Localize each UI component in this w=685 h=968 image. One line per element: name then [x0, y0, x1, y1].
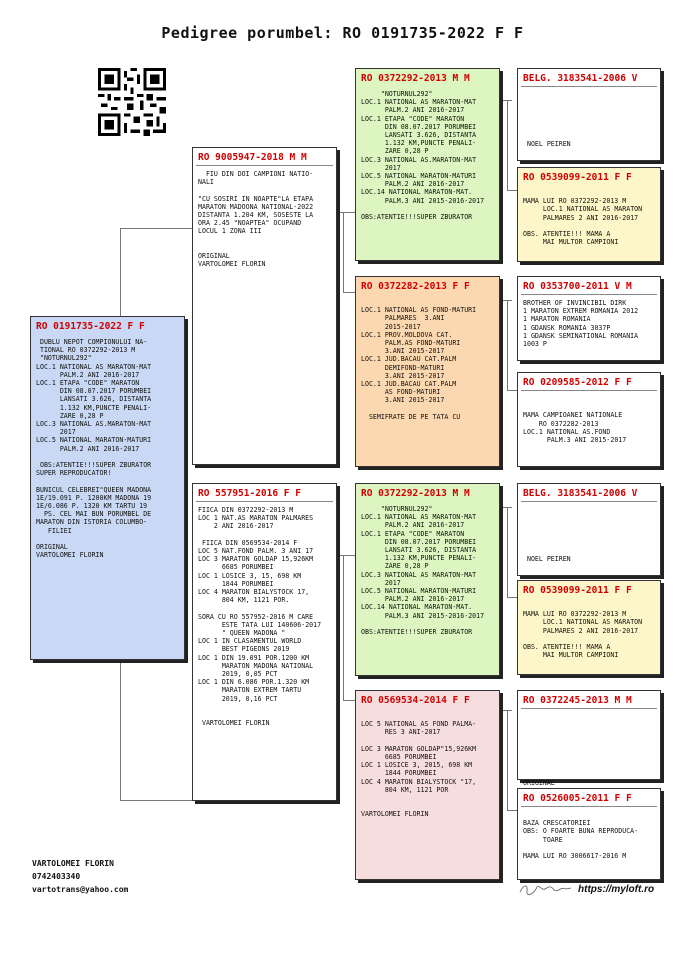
connector-line	[500, 300, 512, 301]
pigeon-notes: "NOTURNUL292" LOC.1 NATIONAL AS MARATON-MAT PALM.2 ANI 2016-2017 LOC.1 ETAPA "CODE" MARATON DIN 08.07.2017 PORUMBEI LANSATI 3.626, DISTANTA 1.132 KM,PUNCTE PENALI- ZARE 0,28 P LOC.3 NATIONAL AS.MARATON-MAT 2017 LOC.5 NATIONAL MARATON-MATURI PALM.2 ANI 2016-2017 LOC.14 NATIONAL MARATON-MAT. PALM.3 ANI 2015-2016-2017 OBS:ATENTIE!!!SUPER ZBURATOR	[361, 90, 485, 222]
pigeon-notes: NOEL PEIREN	[526, 555, 571, 564]
connector-line	[120, 228, 121, 316]
ring-number: RO 0209585-2012 F F	[523, 377, 632, 388]
pigeon-notes: LOC.1 NATIONAL AS FOND-MATURI PALMARES 3.ANI 2015-2017 LOC.1 PROV.MOLDOVA CAT. PALM.AS FOND-MATURI 3.ANI 2015-2017 LOC.1 JUD.BACAU CAT.PALM DEMIFOND-MATURI 3.ANI 2015-2017 LOC.1 JUD.BACAU CAT.PALM AS FOND-MATURI 3.ANI 2015-2017 SEMIFRATE DE PE TATA CU	[361, 306, 477, 421]
website-link[interactable]: https://myloft.ro	[578, 884, 655, 895]
subject-pigeon-card	[30, 316, 185, 660]
pigeon-notes: FIU DIN DOI CAMPIONI NATIO- NALI "CU SOSIRI IN NOAPTE"LA ETAPA MARATON MADOONA NATIONAL-2022 DISTANTA 1.204 KM, SOSESTE LA ORA 2.45 "NOAPTEA" OCUPAND LOCUL 1 ZONA III ORIGINAL VARTOLOMEI FLORIN	[198, 170, 314, 269]
sss-card	[517, 68, 661, 161]
connector-line	[507, 190, 517, 191]
pigeon-notes: MAMA CAMPIOANEI NATIONALE RO 0372282-2013 LOC.1 NATIONAL AS.FOND PALM.3 ANI 2015-2017	[523, 411, 627, 445]
connector-line	[337, 555, 355, 556]
ddd-card	[517, 788, 661, 880]
breeder-phone: 0742403340	[32, 872, 81, 881]
connector-line	[120, 660, 121, 800]
ring-number: RO 0191735-2022 F F	[36, 321, 145, 332]
ring-number: RO 0372292-2013 M M	[361, 73, 470, 84]
sds-card	[517, 276, 661, 361]
connector-line	[507, 300, 508, 390]
ring-number: RO 0569534-2014 F F	[361, 695, 470, 706]
dam-dam-card	[355, 690, 500, 880]
pigeon-notes: MAMA LUI RO 0372292-2013 M LOC.1 NATIONAL AS MARATON PALMARES 2 ANI 2016-2017 OBS. ATENTIE!!! MAMA A MAI MULTOR CAMPIONI	[523, 197, 643, 247]
pigeon-notes: ORIGINAL	[523, 778, 555, 787]
pigeon-notes: FIICA DIN 0372292-2013 M LOC 1 NAT.AS MARATON PALMARES 2 ANI 2016-2017 FIICA DIN 0569534-2014 F LOC 5 NAT.FOND PALM. 3 ANI 17 LOC 3 MARATON GOLDAP 15,926KM 6685 PORUMBEI LOC 1 LOSICE 3, 15, 698 KM 1844 PORUMBEI LOC 4 MARATON BIALYSTOCK 17, 804 KM, 1121 POR. SORA CU RO 557952-2016 M CARE ESTE TATA LUI 140606-2017 " QUEEN MADONA " LOC 1 IN CLASAMENTUL WORLD BEST PIGEONS 2019 LOC 1 DIN 19.091 POR.1200 KM MARATON MADONA NATIONAL 2019, 0,05 PCT LOC 1 DIN 6.086 POR.1.320 KM MARATON EXTREM TARTU 2019, 0,16 PCT VARTOLOMEI FLORIN	[198, 506, 322, 728]
sdd-card	[517, 372, 661, 467]
ring-number: RO 0372245-2013 M M	[523, 695, 632, 706]
connector-line	[343, 555, 344, 700]
ring-number: RO 0372292-2013 M M	[361, 488, 470, 499]
connector-line	[507, 710, 508, 810]
connector-line	[507, 507, 508, 597]
ring-number: RO 557951-2016 F F	[198, 488, 301, 499]
pigeon-notes: "NOTURNUL292" LOC.1 NATIONAL AS MARATON-MAT PALM.2 ANI 2016-2017 LOC.1 ETAPA "CODE" MARATON DIN 08.07.2017 PORUMBEI LANSATI 3.626, DISTANTA 1.132 KM,PUNCTE PENALI- ZARE 0,28 P LOC.3 NATIONAL AS MARATON-MAT 2017 LOC.5 NATIONAL MARATON-MATURI PALM.2 ANI 2016-2017 LOC.14 NATIONAL MARATON-MAT. PALM.3 ANI 2015-2016-2017 OBS:ATENTIE!!!SUPER ZBURATOR	[361, 505, 485, 637]
sire-dam-card	[355, 276, 500, 467]
connector-line	[120, 800, 192, 801]
ring-number: RO 0539099-2011 F F	[523, 172, 632, 183]
pigeon-notes: BROTHER OF INVINCIBIL DIRK 1 MARATON EXTREM ROMANIA 2012 1 MARATON ROMANIA 1 GDANSK ROMANIA 3037P 1 GDANSK SEMINATIONAL ROMANIA 1003 P	[523, 299, 639, 349]
breeder-name: VARTOLOMEI FLORIN	[32, 859, 114, 868]
signature-icon	[518, 882, 573, 896]
ring-number: RO 0372282-2013 F F	[361, 281, 470, 292]
sire-sire-card	[355, 68, 500, 261]
pigeon-notes: BAZA CRESCATORIEI OBS: O FOARTE BUNA REPRODUCA- TOARE MAMA LUI RO 3006617-2016 M	[523, 819, 639, 861]
breeder-email: vartotrans@yahoo.com	[32, 885, 129, 894]
ring-number: RO 9005947-2018 M M	[198, 152, 307, 163]
breeder-contact	[32, 857, 128, 896]
dds-card	[517, 690, 661, 787]
connector-line	[500, 507, 512, 508]
connector-line	[343, 292, 355, 293]
dam-sire-card	[355, 483, 500, 676]
dss-card	[517, 483, 661, 576]
connector-line	[500, 710, 512, 711]
pigeon-notes: MAMA LUI RO 0372292-2013 M LOC.1 NATIONAL AS MARATON PALMARES 2 ANI 2016-2017 OBS. ATENTIE!!! MAMA A MAI MULTOR CAMPIONI	[523, 610, 643, 660]
page-title: Pedigree porumbel: RO 0191735-2022 F F	[161, 24, 524, 42]
ring-number: RO 0539099-2011 F F	[523, 585, 632, 596]
connector-line	[507, 810, 517, 811]
pigeon-notes: LOC 5 NATIONAL AS FOND PALMA- RES 3 ANI-2017 LOC 3 MARATON GOLDAP"15,926KM 6685 PORUMBEI LOC 1 LOSICE 3, 2015, 698 KM 1844 PORUMBEI LOC 4 MARATON BIALYSTOCK "17, 804 KM, 1121 POR VARTOLOMEI FLORIN	[361, 720, 477, 819]
ring-number: RO 0526005-2011 F F	[523, 793, 632, 804]
ring-number: RO 0353700-2011 V M	[523, 281, 632, 292]
connector-line	[120, 228, 192, 229]
connector-line	[507, 597, 517, 598]
pigeon-notes: NOEL PEIREN	[526, 140, 571, 149]
ssd-card	[517, 167, 661, 262]
connector-line	[337, 212, 355, 213]
dam-card	[192, 483, 337, 801]
connector-line	[500, 100, 512, 101]
dsd-card	[517, 580, 661, 675]
pigeon-notes: DUBLU NEPOT COMPIONULUI NA- TIONAL RO 0372292-2013 M "NOTURNUL292" LOC.1 NATIONAL AS MARATON-MAT PALM.2 ANI 2016-2017 LOC.1 ETAPA "CODE" MARATON DIN 08.07.2017 PORUMBEI LANSATI 3.626, DISTANTA 1.132 KM,PUNCTE PENALI- ZARE 0,28 P LOC.3 NATIONAL AS.MARATON-MAT 2017 LOC.5 NATIONAL MARATON-MATURI PALM.2 ANI 2016-2017 OBS:ATENTIE!!!SUPER ZBURATOR SUPER REPRODUCATOR! BUNICUL CELEBREI"QUEEN MADONA 1E/19.091 P. 1200KM MADONA 19 1E/6.086 P. 1320 KM TARTU 19 PS. CEL MAI BUN PORUMBEL DE MARATON DIN ISTORIA COLUMBO- FILIEI ORIGINAL VARTOLOMEI FLORIN	[36, 338, 152, 560]
ring-number: BELG. 3183541-2006 V	[523, 488, 638, 499]
connector-line	[343, 212, 344, 292]
ring-number: BELG. 3183541-2006 V	[523, 73, 638, 84]
connector-line	[507, 390, 517, 391]
qr-code-icon	[98, 68, 166, 136]
connector-line	[507, 100, 508, 190]
sire-card	[192, 147, 337, 465]
connector-line	[343, 700, 355, 701]
